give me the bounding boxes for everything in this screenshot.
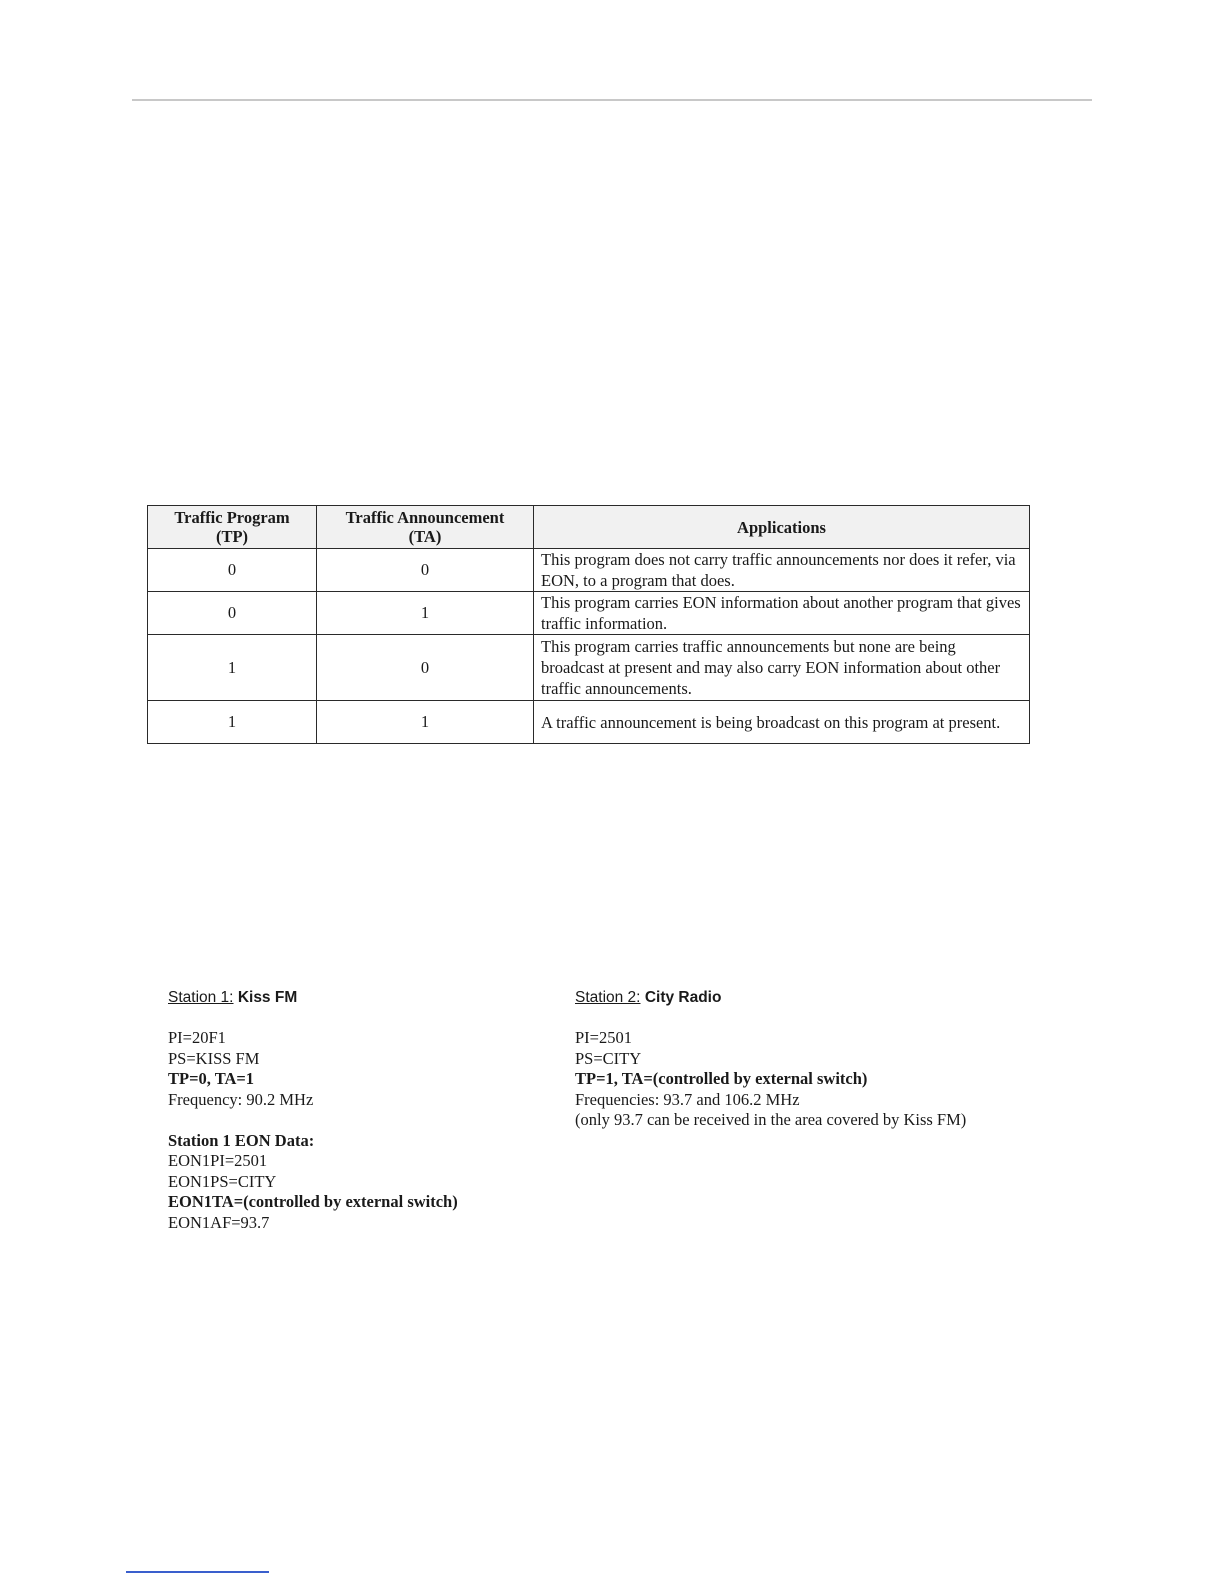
station-2-frequencies: Frequencies: 93.7 and 106.2 MHz — [575, 1089, 800, 1109]
ta-value: 1 — [317, 701, 534, 744]
header-rule — [132, 99, 1092, 101]
station-1-eon-ps: EON1PS=CITY — [168, 1171, 277, 1191]
ta-value: 0 — [317, 549, 534, 592]
spacer — [168, 1110, 458, 1131]
station-1-label: Station 1: — [168, 989, 234, 1006]
table-row — [148, 592, 1030, 635]
station-1-eon-heading: Station 1 EON Data: — [168, 1130, 315, 1150]
station-2-title — [575, 988, 966, 1008]
footer-rule — [126, 1571, 269, 1573]
application-text: This program carries traffic announcements but none are being broadcast at present and may also carry EON information about other traffic announcements. — [534, 635, 1030, 701]
ta-value: 1 — [317, 592, 534, 635]
station-1-pi: PI=20F1 — [168, 1028, 226, 1047]
table-row — [148, 701, 1030, 744]
table-header-row — [148, 506, 1030, 549]
header-traffic-announcement: Traffic Announcement (TA) — [317, 506, 534, 549]
header-traffic-program: Traffic Program (TP) — [148, 506, 317, 549]
table-row — [148, 549, 1030, 592]
station-1-eon-ta: EON1TA=(controlled by external switch) — [168, 1192, 458, 1211]
station-2-ps: PS=CITY — [575, 1048, 642, 1068]
ta-value: 0 — [317, 635, 534, 701]
tp-value: 0 — [148, 549, 317, 592]
header-applications: Applications — [534, 506, 1030, 549]
station-1-block — [168, 988, 458, 1233]
station-1-name: Kiss FM — [237, 989, 298, 1006]
station-2-tp-ta: TP=1, TA=(controlled by external switch) — [575, 1069, 868, 1088]
tp-value: 0 — [148, 592, 317, 635]
application-text: A traffic announcement is being broadcast on this program at present. — [534, 701, 1030, 744]
application-text: This program carries EON information about another program that gives traffic information. — [534, 592, 1030, 635]
tp-value: 1 — [148, 701, 317, 744]
station-1-tp-ta: TP=0, TA=1 — [168, 1069, 255, 1088]
station-2-name: City Radio — [644, 989, 722, 1006]
table-row — [148, 635, 1030, 701]
station-2-block — [575, 988, 966, 1131]
station-1-ps: PS=KISS FM — [168, 1048, 260, 1068]
application-text: This program does not carry traffic announcements nor does it refer, via EON, to a program that does. — [534, 549, 1030, 592]
station-1-eon-pi: EON1PI=2501 — [168, 1151, 268, 1170]
station-2-label: Station 2: — [575, 989, 641, 1006]
tp-value: 1 — [148, 635, 317, 701]
tp-ta-table — [147, 505, 1030, 744]
station-1-frequency: Frequency: 90.2 MHz — [168, 1089, 314, 1109]
station-2-pi: PI=2501 — [575, 1028, 632, 1047]
station-1-title — [168, 988, 458, 1008]
station-1-eon-af: EON1AF=93.7 — [168, 1212, 270, 1232]
station-2-note: (only 93.7 can be received in the area covered by Kiss FM) — [575, 1110, 967, 1129]
